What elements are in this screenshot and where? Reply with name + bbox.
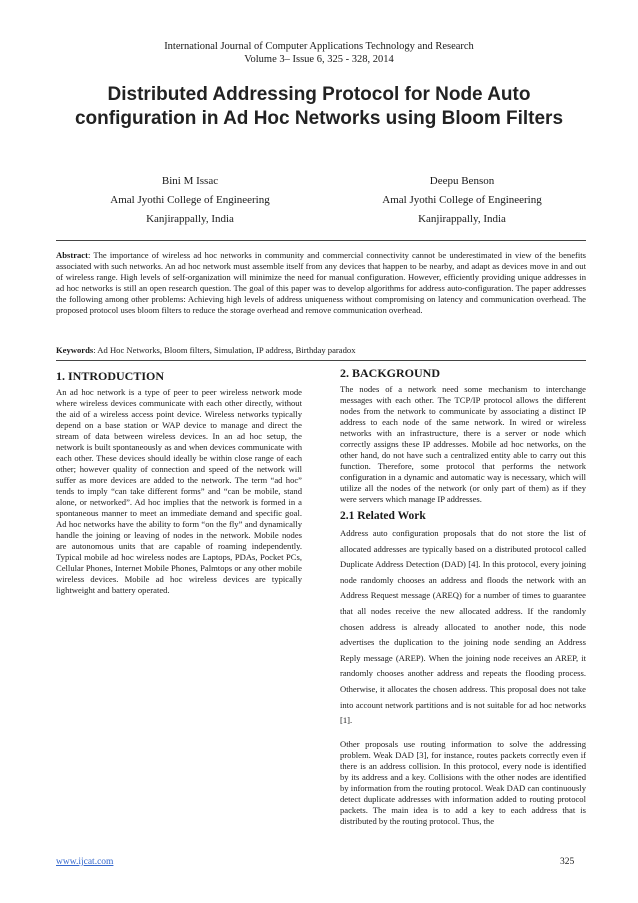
divider-bottom [56, 360, 586, 361]
keywords-label: Keywords [56, 345, 94, 355]
section-title-introduction: 1. INTRODUCTION [56, 369, 165, 383]
journal-volume: Volume 3– Issue 6, 325 - 328, 2014 [244, 54, 394, 65]
author-block-1 [40, 172, 340, 229]
section-title-background: 2. BACKGROUND [340, 366, 441, 380]
background-text: The nodes of a network need some mechanism to interchange messages with each other. The TCP/IP protocol allows the different nodes from the network to communicate by associating a distinct IP address to each node of the same network. In wired or wireless networks with an infrastructure, there is a server or node which correctly assigns these IP addresses. Mobile ad hoc networks, on the other hand, do not have such a centralized entity able to carry out this function. Therefore, some protocol that performs the network configuration in a dynamic and automatic way is necessary, which will utilize all the nodes of the network (or only part of them) as if they were servers which manage IP addresses. [340, 384, 586, 504]
right-column [340, 366, 586, 827]
author-name: Bini M Issac [161, 175, 219, 187]
author-name: Deepu Benson [429, 175, 495, 187]
related-work-text-2-content: Other proposals use routing information to solve the addressing problem. Weak DAD [3], for instance, routes packets correctly even if there is an address collision. In this protocol, every node is identified by its address and a key. Collisions with the other nodes are identified by information from the routing protocol. Weak DAD can continuously detect duplicate addresses with information added to routing protocol packets. The main idea is to add a key to each address that is distributed by the routing protocol. Thus, the [340, 738, 586, 826]
section-title-related-work: 2.1 Related Work [340, 510, 426, 522]
introduction-text: An ad hoc network is a type of peer to peer wireless network mode where wireless devices communicate with each other directly, without the aid of a wireless access point device. Wireless networks typically depend on a base station or WAP device to manage and direct the stream of data between wireless devices. In an ad hoc setup, the network is built spontaneously as and when devices communicate with each other. These devices should ideally be within close range of each other; however quality of connection and speed of the network will suffer as more devices are added to the network. The term “ad hoc” tends to imply “can take different forms” and “can be mobile, stand alone, or networked”. Ad hoc implies that the network is formed in a spontaneous manner to meet an immediate demand and specific goal. Ad hoc networks have the ability to form “on the fly” and dynamically handle the joining or leaving of nodes in the network. Mobile nodes are autonomous units that are capable of roaming independently. Typical mobile ad hoc wireless nodes are Laptops, PDAs, Pocket PCs, Cellular Phones, Internet Mobile Phones, Palmtops or any other mobile wireless devices. Mobile ad hoc wireless devices are typically lightweight and battery operated. [56, 387, 302, 595]
author-affiliation: Amal Jyothi College of Engineering [382, 194, 542, 206]
divider-top [56, 240, 586, 241]
paper-title-line1: Distributed Addressing Protocol for Node Auto [107, 84, 531, 105]
related-work-text: Address auto configuration proposals that do not store the list of allocated addresses are typically based on a distributed protocol called Duplicate Address Detection (DAD) [4]. In this protocol, every joining node randomly chooses an address and floods the network with an Address Request message (AREQ) for a number of times to guarantee that all nodes receive the new allocated address. If the randomly chosen address is already allocated to another node, this node advertises the duplication to the joining node sending an Address Reply message (AREP). When the joining node receives an AREP, it randomly chooses another address and repeats the flooding process. Otherwise, it allocates the chosen address. This proposal does not take into account network partitions and is not suitable for ad hoc networks [1]. [340, 528, 586, 726]
author-location: Kanjirappally, India [418, 213, 506, 225]
abstract [56, 250, 586, 316]
related-work-text-2 [340, 739, 586, 827]
journal-name: International Journal of Computer Applications Technology and Research [164, 41, 474, 52]
keywords [56, 345, 586, 356]
related-work [340, 509, 586, 827]
abstract-text: : The importance of wireless ad hoc networks in community and commercial connectivity cannot be underestimated in view of the benefits associated with such networks. An ad hoc network must assemble itself from any devices that happen to be nearby, and adapt as devices move in and out of wireless range. High levels of self-organization will minimize the need for manual configuration. However, efficiently providing unique addresses in ad hoc networks is still an open research question. The goal of this paper was to develop algorithms for address auto-configuration. The paper addresses the following among other problems: Achieving high levels of address uniqueness without compromising on latency and communication overhead. The proposed protocol uses bloom filters to reduce the storage overhead and remove communication overhead. [56, 250, 586, 315]
author-block-2 [312, 172, 612, 229]
author-affiliation: Amal Jyothi College of Engineering [110, 194, 270, 206]
paper-title-line2: configuration in Ad Hoc Networks using Bloom Filters [74, 108, 564, 129]
page-number: 325 [560, 857, 575, 867]
author-location: Kanjirappally, India [146, 213, 234, 225]
keywords-text: : Ad Hoc Networks, Bloom filters, Simulation, IP address, Birthday paradox [93, 345, 356, 355]
abstract-label: Abstract [56, 250, 88, 260]
left-column [56, 369, 302, 596]
journal-website-link[interactable]: www.ijcat.com [56, 857, 114, 867]
